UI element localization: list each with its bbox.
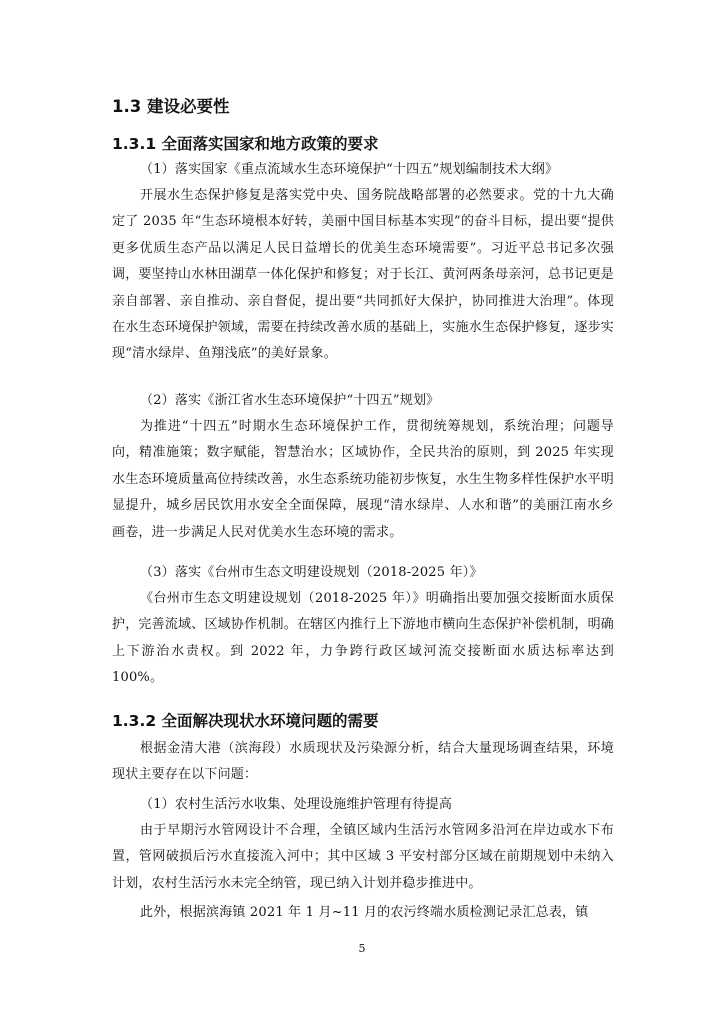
subsection-heading-1-3-2: 1.3.2 全面解决现状水环境问题的需要 xyxy=(112,712,379,730)
item-title-national-outline: （1）落实国家《重点流域水生态环境保护“十四五”规划编制技术大纲》 xyxy=(140,162,559,177)
page-number: 5 xyxy=(358,942,366,955)
subsection-heading-1-3-1: 1.3.1 全面落实国家和地方政策的要求 xyxy=(112,135,379,153)
item-title-zhejiang-plan: （2）落实《浙江省水生态环境保护“十四五”规划》 xyxy=(140,393,440,408)
section-heading: 1.3 建设必要性 xyxy=(112,97,230,116)
paragraph-rural-sewage: 由于早期污水管网设计不合理，全镇区域内生活污水管网多沿河在岸边或水下布置，管网破损后污水直接流入河中；其中区域 3 平安村部分区域在前期规划中未纳入计划，农村生活污水未完全纳管，现已纳入计划并稳步推进中。 xyxy=(112,823,614,891)
paragraph-intro-issues: 根据金清大港（滨海段）水质现状及污染源分析，结合大量现场调查结果，环境现状主要存在以下问题： xyxy=(112,741,614,783)
paragraph-taizhou-plan: 《台州市生态文明建设规划（2018-2025 年）》明确指出要加强交接断面水质保护，完善流域、区域协作机制。在辖区内推行上下游地市横向生态保护补偿机制，明确上下游治水责权。到 2022 年，力争跨行政区域河流交接断面水质达标率达到 100%。 xyxy=(112,591,614,686)
paragraph-zhejiang-plan: 为推进“十四五”时期水生态环境保护工作，贯彻统筹规划，系统治理；问题导向，精准施策；数字赋能，智慧治水；区域协作，全民共治的原则，到 2025 年实现水生态环境质量高位持续改善，水生态系统功能初步恢复，水生生物多样性保护水平明显提升，城乡居民饮用水安全全面保障，展现“清水绿岸、人水和谐”的美丽江南水乡画卷，进一步满足人民对优美水生态环境的需求。 xyxy=(112,419,614,540)
item-title-rural-sewage: （1）农村生活污水收集、处理设施维护管理有待提高 xyxy=(140,797,453,812)
item-title-taizhou-plan: （3）落实《台州市生态文明建设规划（2018-2025 年）》 xyxy=(140,565,483,580)
paragraph-water-quality-records: 此外，根据滨海镇 2021 年 1 月~11 月的农污终端水质检测记录汇总表，镇 xyxy=(140,905,589,920)
paragraph-national-outline: 开展水生态保护修复是落实党中央、国务院战略部署的必然要求。党的十九大确定了 2035 年“生态环境根本好转，美丽中国目标基本实现”的奋斗目标，提出要“提供更多优质生态产品以满足人民日益增长的优美生态环境需要”。习近平总书记多次强调，要坚持山水林田湖草一体化保护和修复；对于长江、黄河两条母亲河，总书记更是亲自部署、亲自推动、亲自督促，提出要“共同抓好大保护，协同推进大治理”。体现在水生态环境保护领域，需要在持续改善水质的基础上，实施水生态保护修复，逐步实现“清水绿岸、鱼翔浅底”的美好景象。 xyxy=(112,188,614,362)
